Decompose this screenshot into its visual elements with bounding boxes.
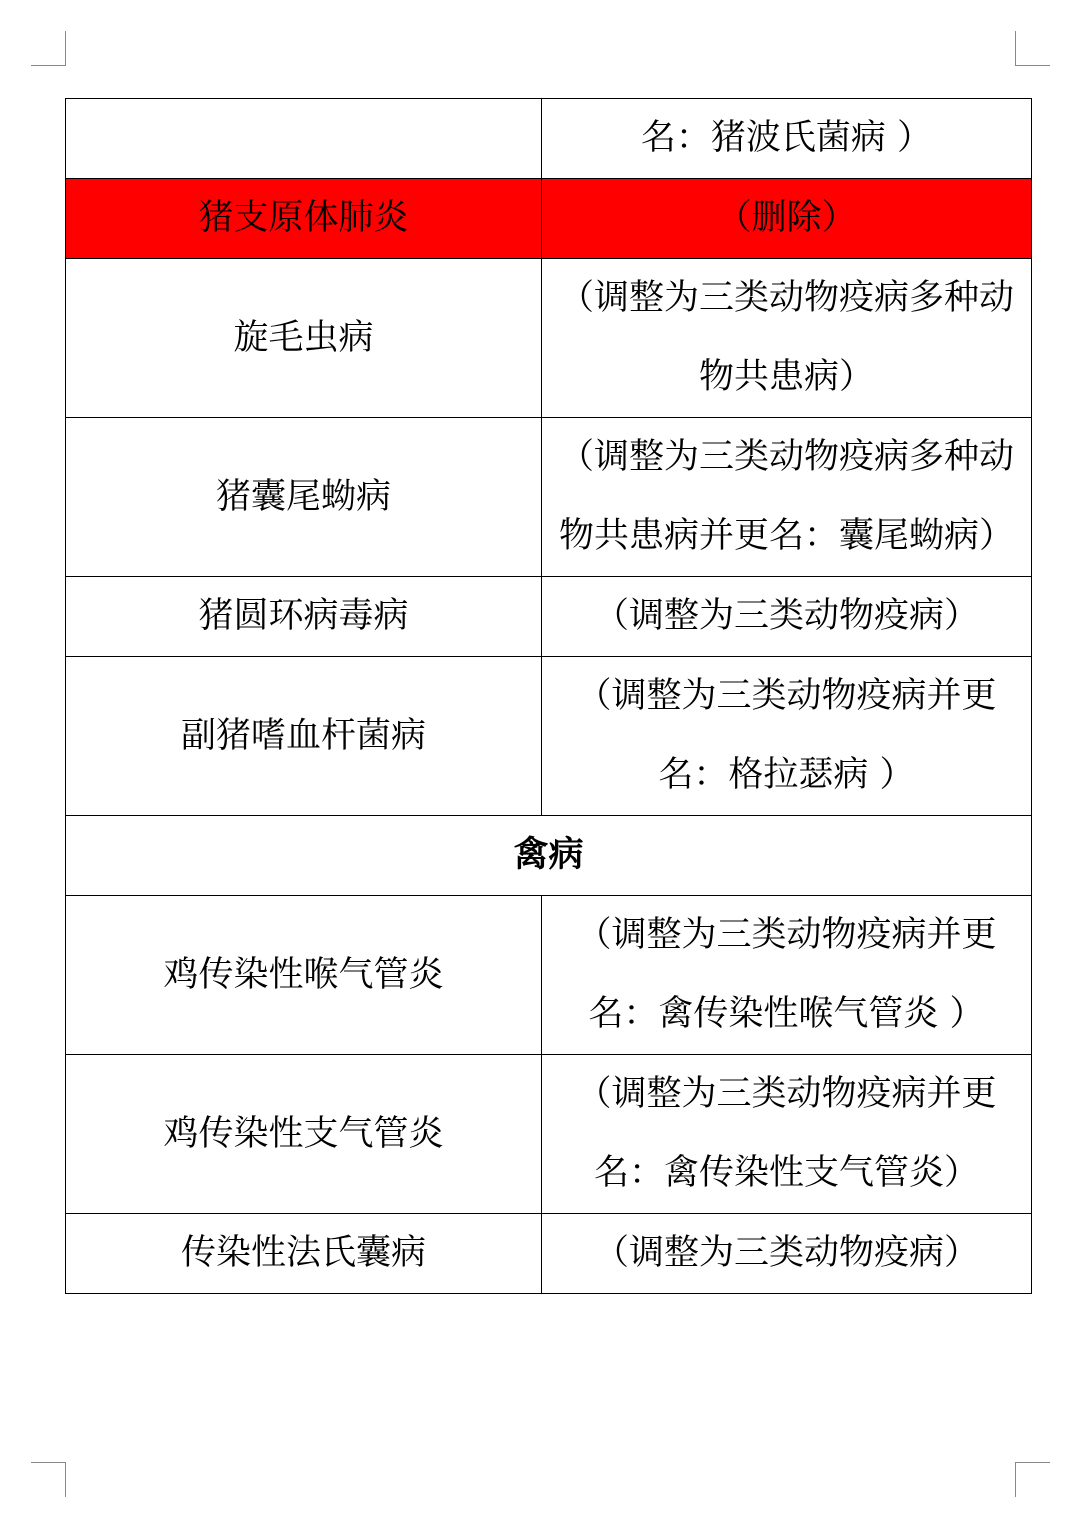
disease-name-cell: 鸡传染性支气管炎 bbox=[66, 1055, 542, 1214]
adjustment-cell: （调整为三类动物疫病并更名：禽传染性喉气管炎 ） bbox=[542, 896, 1032, 1055]
adjustment-cell: （调整为三类动物疫病并更名：禽传染性支气管炎） bbox=[542, 1055, 1032, 1214]
crop-mark-top-left bbox=[31, 31, 66, 66]
disease-name-cell: 副猪嗜血杆菌病 bbox=[66, 657, 542, 816]
adjustment-cell: （删除） bbox=[542, 179, 1032, 259]
table-row bbox=[66, 99, 1032, 179]
disease-name-cell: 猪圆环病毒病 bbox=[66, 577, 542, 657]
disease-name-cell: 旋毛虫病 bbox=[66, 259, 542, 418]
crop-mark-bottom-left bbox=[31, 1462, 66, 1497]
table-row bbox=[66, 259, 1032, 418]
section-header-row bbox=[66, 816, 1032, 896]
disease-name-cell: 猪囊尾蚴病 bbox=[66, 418, 542, 577]
table-row-highlighted bbox=[66, 179, 1032, 259]
adjustment-cell: （调整为三类动物疫病多种动物共患病） bbox=[542, 259, 1032, 418]
adjustment-cell: （调整为三类动物疫病） bbox=[542, 577, 1032, 657]
disease-name-cell: 猪支原体肺炎 bbox=[66, 179, 542, 259]
table-row bbox=[66, 418, 1032, 577]
crop-mark-bottom-right bbox=[1015, 1462, 1050, 1497]
crop-mark-top-right bbox=[1015, 31, 1050, 66]
adjustment-cell: （调整为三类动物疫病多种动物共患病并更名：囊尾蚴病） bbox=[542, 418, 1032, 577]
disease-adjustment-table bbox=[65, 98, 1032, 1294]
adjustment-cell: （调整为三类动物疫病） bbox=[542, 1214, 1032, 1294]
section-title: 禽病 bbox=[66, 816, 1032, 896]
adjustment-cell: （调整为三类动物疫病并更名：格拉瑟病 ） bbox=[542, 657, 1032, 816]
table-row bbox=[66, 896, 1032, 1055]
adjustment-cell: 名：猪波氏菌病 ） bbox=[542, 99, 1032, 179]
table-row bbox=[66, 657, 1032, 816]
table-row bbox=[66, 577, 1032, 657]
disease-name-cell: 传染性法氏囊病 bbox=[66, 1214, 542, 1294]
disease-name-cell: 鸡传染性喉气管炎 bbox=[66, 896, 542, 1055]
table-row bbox=[66, 1214, 1032, 1294]
table-row bbox=[66, 1055, 1032, 1214]
disease-name-cell bbox=[66, 99, 542, 179]
